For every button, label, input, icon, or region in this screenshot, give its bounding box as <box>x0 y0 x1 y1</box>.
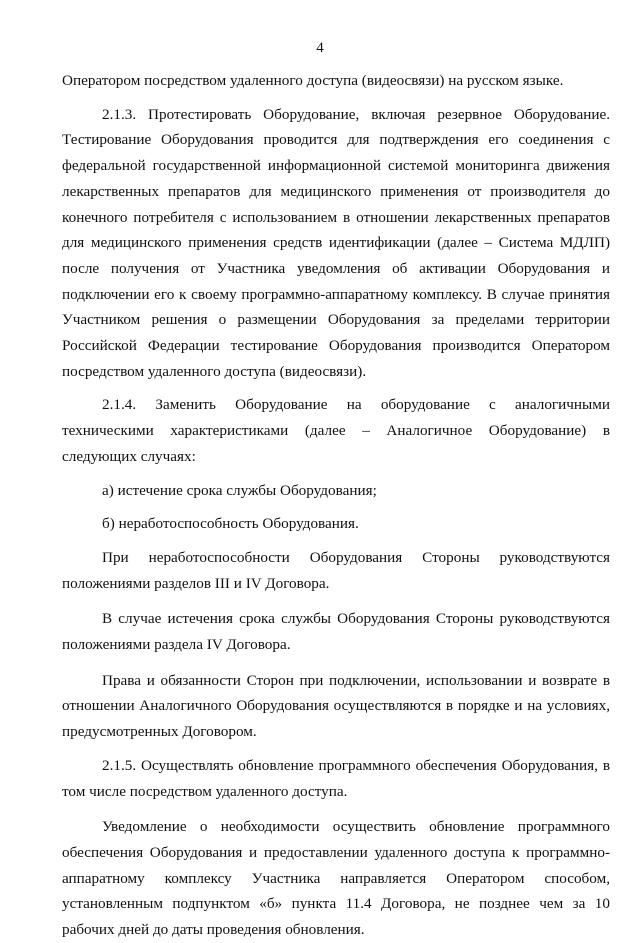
paragraph-2-1-3: 2.1.3. Протестировать Оборудование, включая резервное Оборудование. Тестирование Оборудования проводится для подтверждения его соединения с федеральной государственной информационной системой мониторинга движения лекарственных препаратов для медицинского применения от производителя до конечного потребителя с использованием в отношении лекарственных препаратов для медицинского применения средств идентификации (далее – Система МДЛП) после получения от Участника уведомления об активации Оборудования и подключении его к своему программно-аппаратному комплексу. В случае принятия Участником решения о размещении Оборудования за пределами территории Российской Федерации тестирование Оборудования производится Оператором посредством удаленного доступа (видеосвязи). <box>62 105 610 380</box>
page-number: 4 <box>316 40 324 56</box>
paragraph-continuation: Оператором посредством удаленного доступа (видеосвязи) на русском языке. <box>62 72 564 89</box>
paragraph-2-1-4: 2.1.4. Заменить Оборудование на оборудование с аналогичными техническими характеристиками (далее – Аналогичное Оборудование) в следующих случаях: <box>62 396 610 465</box>
paragraph-2-1-5: 2.1.5. Осуществлять обновление программного обеспечения Оборудования, в том числе посредством удаленного доступа. <box>62 756 610 800</box>
paragraph-service-life: В случае истечения срока службы Оборудования Стороны руководствуются положениями раздела IV Договора. <box>62 610 610 654</box>
list-item-a: а) истечение срока службы Оборудования; <box>102 481 377 499</box>
paragraph-update-notice: Уведомление о необходимости осуществить обновление программного обеспечения Оборудования и предоставлении удаленного доступа к программно-аппаратному комплексу Участника направляется Оператором способом, установленным подпунктом «б» пункта 11.4 Договора, не позднее чем за 10 рабочих дней до даты проведения обновления. <box>62 818 610 939</box>
paragraph-rights-obligations: Права и обязанности Сторон при подключении, использовании и возврате в отношении Аналогичного Оборудования осуществляются в порядке и на условиях, предусмотренных Договором. <box>62 671 610 741</box>
paragraph-inoperability: При неработоспособности Оборудования Стороны руководствуются положениями разделов III и IV Договора. <box>62 548 610 592</box>
list-item-b: б) неработоспособность Оборудования. <box>102 515 359 533</box>
document-body <box>62 68 610 943</box>
